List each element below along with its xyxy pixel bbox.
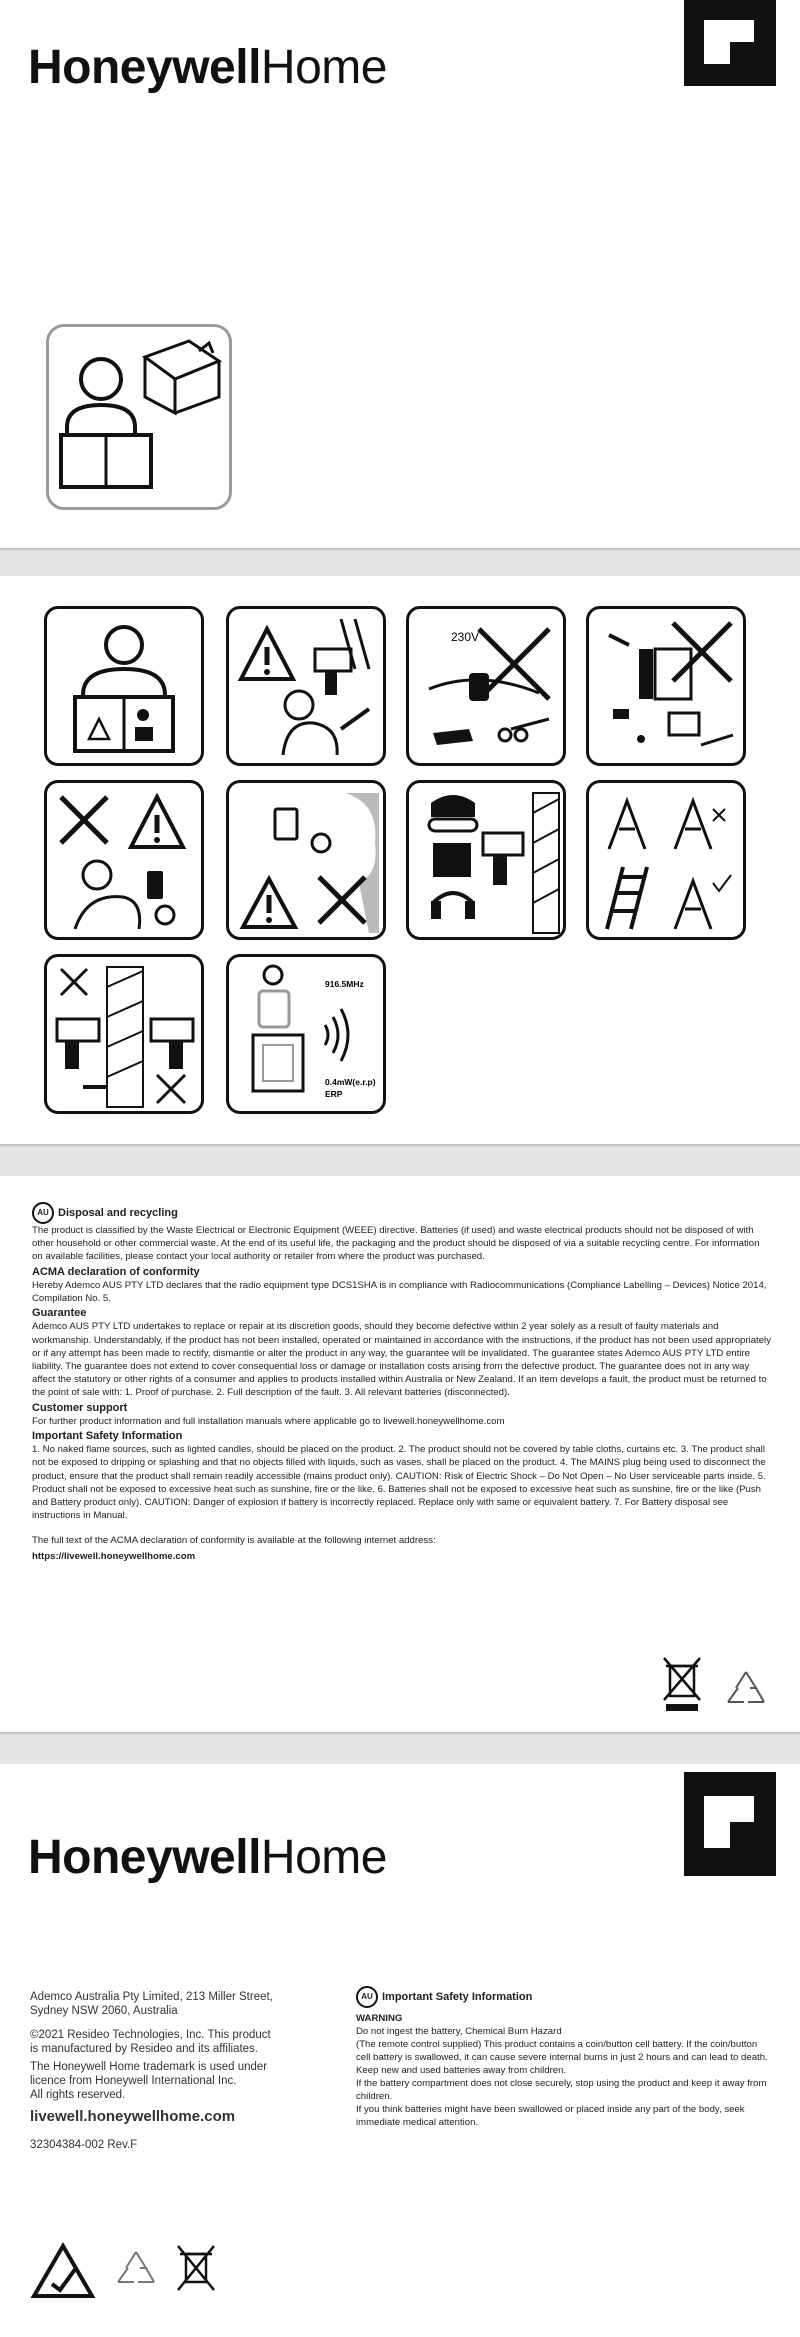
part-number: 32304384-002 Rev.F xyxy=(30,2139,138,2151)
recycle-icon xyxy=(114,2248,158,2292)
brand-square-icon xyxy=(684,1772,776,1876)
disposal-heading: AU Disposal and recycling xyxy=(32,1202,772,1224)
safety-text: 1. No naked flame sources, such as lighted candles, should be placed on the product. 2. The product should not be covered by table cloths, curtains etc. 3. The product shall not be exposed to dripping or splashing and that no objects filled with liquids, such as vases, shall be placed on the product. 4. The MAINS plug being used to disconnect the product, ensure that the product shall remain readily accessible (mains product only). CAUTION: Risk of Electric Shock – Do Not Open – No User serviceable parts inside. 5. Product shall not be exposed to excessive heat such as sunshine, fire or the like. 6. Batteries shall not be exposed to excessive heat such as sunshine, fire or the like (Push and Battery product only). CAUTION: Danger of explosion if battery is incorrectly replaced. Replace only with same or equivalent battery. 7. For Battery disposal see instructions in Manual. xyxy=(32,1444,766,1522)
protective-equipment-pictogram xyxy=(406,780,566,940)
trademark-text: The Honeywell Home trademark is used under licence from Honeywell International Inc. xyxy=(30,2061,268,2087)
rcm-compliance-icon xyxy=(30,2242,96,2302)
guarantee-text: Ademco AUS PTY LTD undertakes to replace or repair at its discretion goods, should they become defective within 2 year solely as a result of faulty materials and workmanship. Understandably, if the product has not been installed, operated or maintained in accordance with the instructions, if the product has not been used appropriately or if any attempt has been made to rectify, dismantle or alter the product in any way, the guarantee will be invalidated. The guarantee states Ademco AUS PTY LTD entire liability. The guarantee does not extend to cover consequential loss or damage or installation costs arising from the defective product. The guarantee does not in any way affect the statutory or other rights of a consumer and applies to products installed within Australia or New Zealand. If an item develops a fault, the product must be returned to the point of sale with: 1. Proof of purchase. 2. Full description of the fault. 3. All relevant batteries (disconnected). xyxy=(32,1321,771,1399)
recycle-icon xyxy=(722,1668,770,1712)
support-heading: Customer support xyxy=(32,1401,128,1414)
no-drilling-pipes-pictogram xyxy=(44,954,204,1114)
warning-line: Do not ingest the battery, Chemical Burn Hazard xyxy=(356,2026,562,2037)
panel-cover-top xyxy=(0,0,800,548)
warning-line: Keep new and used batteries away from children. xyxy=(356,2065,567,2076)
acma-heading: ACMA declaration of conformity xyxy=(32,1265,200,1278)
erp-label: ERP xyxy=(325,1089,343,1099)
warning-heading: WARNING xyxy=(356,2013,403,2024)
guarantee-heading: Guarantee xyxy=(32,1307,87,1320)
no-disassembly-pictogram xyxy=(586,606,746,766)
safety-heading: Important Safety Information xyxy=(32,1430,183,1443)
panel-back-cover xyxy=(0,1764,800,2337)
brand-square-icon xyxy=(684,0,776,86)
panel-legal xyxy=(0,1176,800,1732)
no-230v-pictogram xyxy=(406,606,566,766)
warning-tools-child-pictogram xyxy=(226,606,386,766)
frequency-label: 916.5MHz xyxy=(325,979,364,989)
radio-frequency-pictogram xyxy=(226,954,386,1114)
disposal-text: The product is classified by the Waste Electrical or Electronic Equipment (WEEE) directive. Batteries (if used) and waste electrical products should not be disposed of with other household or other commercial waste. At the end of its useful life, the packaging and the product should be disposed of via a suitable recycling centre. For information on available facilities, please contact your local authority or retailer from where the product was purchased. xyxy=(32,1225,760,1263)
read-manual-pictogram xyxy=(44,606,204,766)
acma-full-text: The full text of the ACMA declaration of conformity is available at the following internet address: xyxy=(32,1535,436,1547)
rights-text: All rights reserved. xyxy=(30,2089,126,2101)
acma-url-link[interactable]: https://livewell.honeywellhome.com xyxy=(32,1550,196,1562)
warning-line: (The remote control supplied) This product contains a coin/button cell battery. If the coin/button cell battery is swallowed, it can cause severe internal burns in just 2 hours and can lead to death. xyxy=(356,2039,768,2063)
voltage-label: 230V xyxy=(451,630,480,644)
website-link[interactable]: livewell.honeywellhome.com xyxy=(30,2108,236,2125)
weee-bin-icon xyxy=(176,2244,216,2296)
battery-child-warning-pictogram xyxy=(44,780,204,940)
warning-line: If the battery compartment does not close securely, stop using the product and keep it away from children. xyxy=(356,2078,767,2102)
panel-pictograms xyxy=(0,576,800,1144)
au-badge-icon: AU xyxy=(32,1202,54,1224)
brand-bold: Honeywell xyxy=(28,41,261,94)
copyright-text: ©2021 Resideo Technologies, Inc. This product is manufactured by Resideo and its affiliates. xyxy=(30,2029,271,2055)
battery-swallow-warning-pictogram xyxy=(226,780,386,940)
ladder-safety-pictogram xyxy=(586,780,746,940)
support-text: For further product information and full installation manuals where applicable go to livewell.honeywellhome.com xyxy=(32,1415,505,1427)
page-separator xyxy=(0,1732,800,1764)
page-separator xyxy=(0,548,800,576)
company-address: Ademco Australia Pty Limited, 213 Miller Street, Sydney NSW 2060, Australia xyxy=(30,1991,273,2017)
au-badge-icon: AU xyxy=(356,1986,378,2008)
brand-logo xyxy=(28,41,387,94)
weee-bin-icon xyxy=(662,1654,702,1714)
back-safety-heading: AU Important Safety Information xyxy=(356,1986,770,2008)
read-manual-unbox-pictogram xyxy=(46,324,232,510)
acma-text: Hereby Ademco AUS PTY LTD declares that the radio equipment type DCS1SHA is in compliance with Radiocommunications (Compliance Labelling – Devices) Notice 2014, Compilation No. 5. xyxy=(32,1279,767,1305)
power-label: 0.4mW(e.r.p) xyxy=(325,1077,376,1087)
warning-line: If you think batteries might have been swallowed or placed inside any part of the body, seek immediate medical attention. xyxy=(356,2104,745,2128)
brand-light: Home xyxy=(260,41,387,94)
page-separator xyxy=(0,1144,800,1176)
brand-logo: HoneywellHome xyxy=(28,1831,387,1884)
